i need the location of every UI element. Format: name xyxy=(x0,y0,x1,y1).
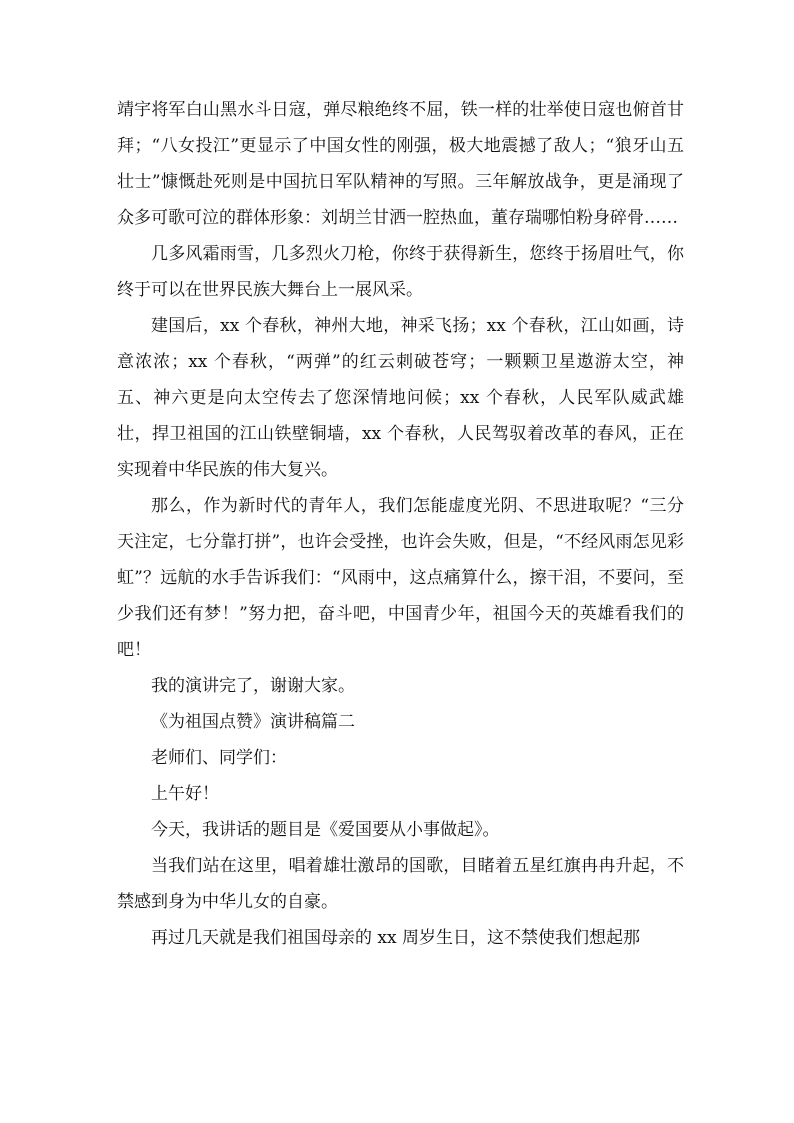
paragraph-4: 那么，作为新时代的青年人，我们怎能虚度光阴、不思进取呢？“三分天注定，七分靠打拼”，也许会受挫，也许会失败，但是，“不经风雨怎见彩虹”？远航的水手告诉我们：“风雨中，这点痛算什么，擦干泪，不要问，至少我们还有梦！”努力把，奋斗吧，中国青少年，祖国今天的英雄看我们的吧！ xyxy=(117,496,684,660)
section-heading: 《为祖国点赞》演讲稿篇二 xyxy=(151,712,355,732)
greeting: 上午好！ xyxy=(151,784,219,804)
salutation: 老师们、同学们： xyxy=(151,748,287,768)
paragraph-topic: 今天，我讲话的题目是《爱国要从小事做起》。 xyxy=(151,820,500,840)
paragraph-anthem: 当我们站在这里，唱着雄壮激昂的国歌，目睹着五星红旗冉冉升起，不禁感到身为中华儿女的自豪。 xyxy=(117,856,684,912)
paragraph-birthday: 再过几天就是我们祖国母亲的 xx 周岁生日，这不禁使我们想起那 xyxy=(151,928,640,948)
paragraph-3: 建国后，xx 个春秋，神州大地，神采飞扬；xx 个春秋，江山如画，诗意浓浓；xx 个春秋，“两弹”的红云刺破苍穹；一颗颗卫星遨游太空，神五、神六更是向太空传去了您深情地问候；xx 个春秋，人民军队威武雄壮，捍卫祖国的江山铁壁铜墙，xx 个春秋，人民驾驭着改革的春风，正在实现着中华民族的伟大复兴。 xyxy=(117,316,684,480)
paragraph-1: 靖宇将军白山黑水斗日寇，弹尽粮绝终不屈，铁一样的壮举使日寇也俯首甘拜；“八女投江”更显示了中国女性的刚强，极大地震撼了敌人；“狼牙山五壮士”慷慨赴死则是中国抗日军队精神的写照。三年解放战争，更是涌现了众多可歌可泣的群体形象：刘胡兰甘洒一腔热血，董存瑞哪怕粉身碎骨…… xyxy=(117,100,684,228)
paragraph-2: 几多风霜雨雪，几多烈火刀枪，你终于获得新生，您终于扬眉吐气，你终于可以在世界民族大舞台上一展风采。 xyxy=(117,244,684,300)
document-body xyxy=(117,92,684,956)
paragraph-5: 我的演讲完了，谢谢大家。 xyxy=(151,676,355,696)
